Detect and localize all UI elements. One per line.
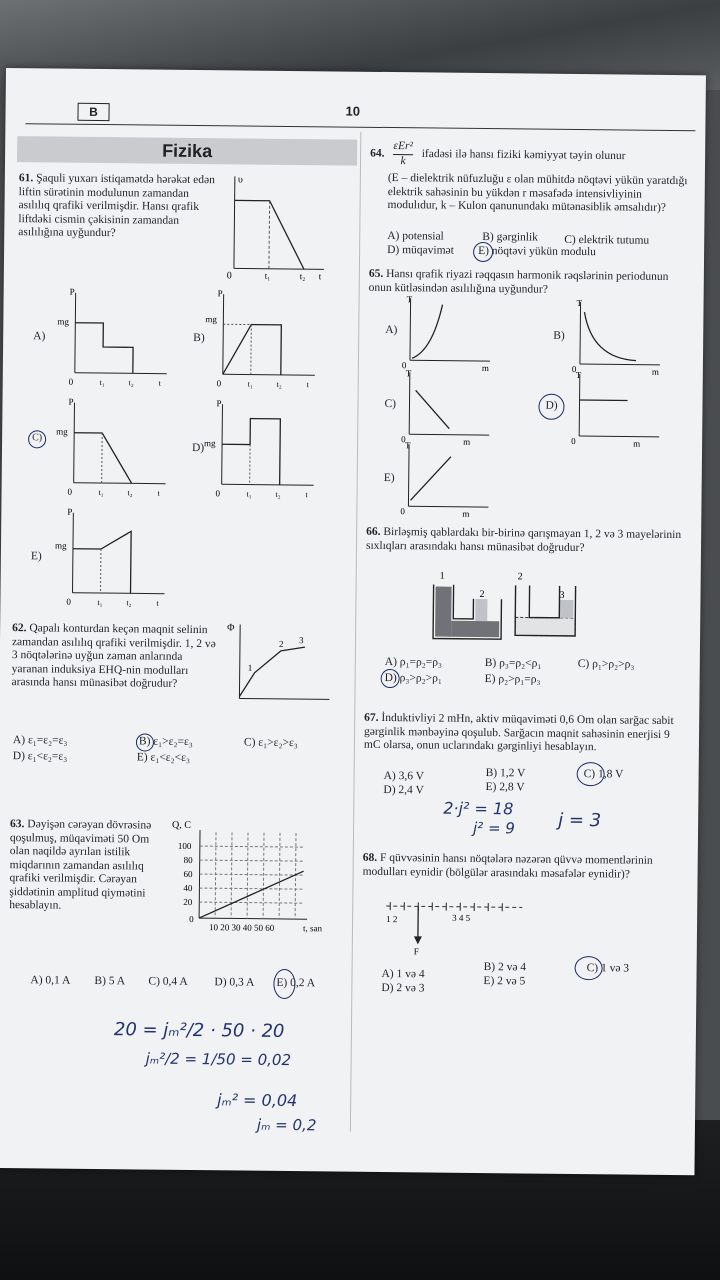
axis-q: Q, C [172,819,192,831]
question-67 [364,712,684,756]
mg-label: mg [205,314,217,325]
q65-option-d-graph [567,370,668,451]
handwriting-line: 20 = jₘ²/2 · 50 · 20 [113,1019,285,1042]
y-tick: 80 [183,854,193,865]
axis-p: P [69,286,75,297]
handwriting-line: jₘ² = 0,04 [217,1090,298,1111]
vessel-label-2: 2 [479,588,485,601]
question-text: Şaquli yuxarı istiqamətdə hərəkət edən liftin sürətinin modulunun zamandan asılılıq qrafiki verilmişdir. Hansı qrafik liftdəki cismin çəkisinin zamandan asılılığına uyğundur? [18,172,215,240]
q61-option-c-graph [54,397,175,498]
q62-flux-graph [224,620,335,711]
origin: 0 [401,434,406,445]
y-tick: 0 [189,913,194,925]
question-66 [366,526,686,556]
axis-m: m [463,436,471,447]
tick-t1: t₁ [98,487,104,498]
question-number: 68. [362,851,378,864]
handwriting-line: 2·j² = 18 [443,798,514,819]
axis-t: T [405,440,411,451]
question-number: 62. [12,622,27,635]
axis-t: T [575,369,582,381]
handwriting-line: j² = 9 [472,818,516,838]
question-text: ifadəsi ilə hansı fiziki kəmiyyət təyin olunur [421,147,626,163]
formula-numerator: εEr² [393,140,413,155]
mg-label: mg [56,426,68,437]
option-d-label: D) [191,441,205,455]
force-label: F [413,946,419,957]
axis-m: m [633,438,641,449]
axis-t: t [156,598,159,608]
option-c-label: C) [32,432,43,444]
origin: 0 [66,596,71,607]
tick-t1: t₁ [264,270,271,281]
tick-t1: t₁ [99,377,105,388]
q64-option-e-circled[interactable]: E) nöqtəvi yükün modulu [478,244,597,259]
q65-option-b[interactable]: B) [553,329,565,342]
q61-option-d-graph [202,398,323,499]
axis-t: t [306,380,309,390]
q62-option-c[interactable]: C) ε₁>ε₂>ε₃ [243,736,298,750]
q66-option-d-circled[interactable]: D) ρ₃>ρ₂>ρ₁ [384,671,442,685]
q64-option-b[interactable]: B) gərginlik [482,230,539,244]
option-b-label: B) [193,331,205,345]
q65-option-a-graph [398,294,499,375]
origin: 0 [401,360,407,371]
q67-option-d[interactable]: D) 2,4 V [383,783,424,797]
x-unit: t, san [302,923,323,934]
axis-origin: 0 [226,270,232,282]
q62-option-a[interactable]: A) ε₁=ε₂=ε₃ [12,734,68,747]
q68-option-a[interactable]: A) 1 və 4 [381,967,425,981]
q63-option-e-circled[interactable]: E) 0,2 A [276,976,316,990]
q67-option-e[interactable]: E) 2,8 V [485,781,525,794]
q65-option-b-graph [568,298,669,379]
ruler-labels-right: 3 4 5 [452,912,471,923]
formula-denominator: k [400,154,406,167]
question-text: Hansı qrafik riyazi rəqqasın harmonik rəqslərinin periodunun onun kütləsindən asılılığına uyğundur? [368,267,669,296]
axis-m: m [651,366,659,377]
handwriting-line: jₘ = 0,2 [256,1115,317,1135]
question-text: İnduktivliyi 2 mHn, aktiv müqaviməti 0,6 Om olan sarğac sabit gərginlik mənbəyinə qoşulub. Sarğacın maqnit sahəsinin enerjisi 9 mC olarsa, onun uclarındakı gərginliyi hesablayın. [363,711,674,754]
axis-t: t [157,488,160,498]
q64-option-c[interactable]: C) elektrik tutumu [564,233,650,247]
axis-t: T [405,368,412,379]
point-3: 3 [298,635,304,646]
q63-option-c[interactable]: C) 0,4 A [148,975,188,988]
header-rule [25,123,695,131]
q67-option-c-circled[interactable]: C) 1,8 V [583,768,624,781]
question-64 [370,140,690,171]
option-e-label: E) [30,550,42,563]
vessel-label-3: 3 [559,589,565,601]
origin: 0 [68,376,74,387]
answer-circle-67 [577,762,605,786]
subject-heading: Fizika [17,136,357,166]
origin: 0 [400,506,405,517]
axis-p: P [217,288,223,299]
q61-option-e-graph [52,507,173,608]
tick-t2: t₂ [128,378,134,388]
tick-t2: t₂ [126,598,132,608]
mg-label: mg [204,438,216,449]
q65-option-d-circled[interactable]: D) [545,399,558,412]
question-number: 63. [10,818,25,831]
handwriting-line: jₘ²/2 = 1/50 = 0,02 [145,1049,292,1070]
axis-m: m [462,508,470,519]
tick-t1: t₁ [246,489,252,499]
tick-t1: t₁ [97,597,103,608]
y-tick: 40 [183,882,193,893]
q68-option-e[interactable]: E) 2 və 5 [483,975,526,988]
y-tick: 60 [183,868,193,879]
q67-option-b[interactable]: B) 1,2 V [485,767,526,780]
vessel-label-1: 1 [439,570,445,582]
q65-option-c[interactable]: C) [384,397,397,411]
tick-t1: t₁ [247,379,253,389]
answer-circle-64 [473,242,493,262]
tick-t2: t₂ [275,489,281,499]
question-text: Dəyişən cərəyan dövrəsinə qoşulmuş, müqaviməti 50 Om olan naqildə ayrılan istilik miqdarının zamandan asılılıq qrafiki verilmişdir. Cərəyan şiddətinin amplitud qiymətini hesablayın. [9,818,152,912]
tick-t2: t₂ [127,488,133,498]
q68-lever-diagram [382,896,533,958]
answer-circle-65 [538,394,564,420]
q64-option-a[interactable]: A) potensial [387,230,444,243]
q66-option-c[interactable]: C) ρ₁>ρ₂>ρ₃ [577,658,635,671]
ruler-labels-left: 1 2 [386,914,398,925]
q66-option-b[interactable]: B) ρ₃=ρ₂<ρ₁ [484,657,542,670]
question-61 [18,172,219,242]
exam-page [0,68,706,1175]
axis-t: T [406,294,413,305]
variant-label: B [77,103,109,121]
point-2: 2 [278,638,284,649]
handwriting-line: j = 3 [558,809,602,832]
mg-label: mg [57,316,69,327]
question-text: Qapalı konturdan keçən maqnit selinin zamandan asılılıq qrafiki verilmişdir. 1, 2 və 3 nöqtələrinə uyğun zaman anlarında yaranan induksiya EHQ-nin modulları arasında hansı münasibət doğrudur? [11,622,216,690]
q65-option-e[interactable]: E) [383,471,395,485]
question-number: 65. [368,267,384,280]
q66-option-e[interactable]: E) ρ₂>ρ₁=ρ₃ [484,673,541,686]
axis-t: t [318,271,322,282]
axis-phi: Φ [227,622,235,634]
q62-option-e[interactable]: E) ε₁<ε₂<ε₃ [136,751,191,764]
q63-option-a[interactable]: A) 0,1 A [30,974,71,987]
q63-heat-graph [157,818,343,940]
q62-option-b-circled[interactable]: B) ε₁>ε₂=ε₃ [138,735,193,748]
axis-p: P [67,506,73,517]
q66-vessels-diagram [425,568,586,650]
question-number: 67. [364,711,379,724]
q68-option-d[interactable]: D) 2 və 3 [381,981,425,995]
answer-circle-62 [136,733,154,751]
question-63 [9,818,155,914]
answer-circle-63 [273,969,295,999]
mg-label: mg [54,540,67,551]
axis-p: P [68,396,74,407]
q68-option-c-circled[interactable]: C) 1 və 3 [586,962,630,975]
axis-t: T [576,297,583,309]
x-ticks: 10 20 30 40 50 60 [208,922,275,933]
question-text: F qüvvəsinin hansı nöqtələrə nəzərən qüvvə momentlərinin modulları eynidir (bölgülər arasındakı məsafələr eynidir)? [362,851,653,881]
axis-m: m [481,363,489,374]
origin: 0 [571,435,576,446]
q63-option-b[interactable]: B) 5 A [94,974,126,988]
question-number: 66. [366,525,381,538]
origin: 0 [571,363,577,374]
question-68 [363,852,683,882]
q64-option-d[interactable]: D) müqavimət [387,244,454,257]
question-text: Birləşmiş qablardakı bir-birinə qarışmayan 1, 2 və 3 mayelərinin sıxlıqları arasındakı hansı münasibət doğrudur? [365,525,682,554]
q61-option-b-graph [203,288,324,389]
y-tick: 20 [183,896,193,907]
q65-option-a[interactable]: A) [385,323,398,337]
axis-p: P [216,398,222,409]
q63-option-d[interactable]: D) 0,3 A [214,976,255,989]
q65-option-c-graph [397,368,498,449]
question-62 [11,622,217,692]
q68-option-b[interactable]: B) 2 və 4 [483,961,527,974]
q66-option-a[interactable]: A) ρ₁=ρ₂=ρ₃ [384,655,443,669]
axis-t: t [305,490,308,500]
origin: 0 [215,488,221,499]
point-1: 1 [247,662,253,673]
answer-circle-61[interactable] [28,430,46,448]
q65-option-e-graph [396,440,497,521]
option-a-label: A) [33,330,46,343]
tick-t2: t₂ [299,271,306,282]
q64-explanation: (E – dielektrik nüfuzluğu ε olan mühitdə nöqtəvi yükün yaratdığı elektrik sahəsinin bu yükdən r məsafədə intensivliyinin modulıdur, k – Kulon qanunundakı mütənasiblik əmsalıdır)? [387,172,688,214]
column-divider [350,132,361,1132]
q61-option-a-graph [55,287,176,388]
origin: 0 [216,378,222,389]
axis-t: t [158,378,161,388]
y-tick: 100 [177,840,192,851]
q62-option-d[interactable]: D) ε₁<ε₂=ε₃ [12,750,68,763]
origin: 0 [67,486,73,497]
axis-v: υ [237,174,243,186]
q67-option-a[interactable]: A) 3,6 V [383,769,425,783]
tick-t2: t₂ [276,379,282,389]
question-number: 61. [18,172,34,185]
vessel-label-2b: 2 [517,571,523,583]
q61-velocity-graph [219,170,330,281]
answer-circle-66 [381,669,400,688]
question-number: 64. [370,147,385,160]
page-number: 10 [345,103,361,119]
answer-circle-68 [574,956,602,980]
